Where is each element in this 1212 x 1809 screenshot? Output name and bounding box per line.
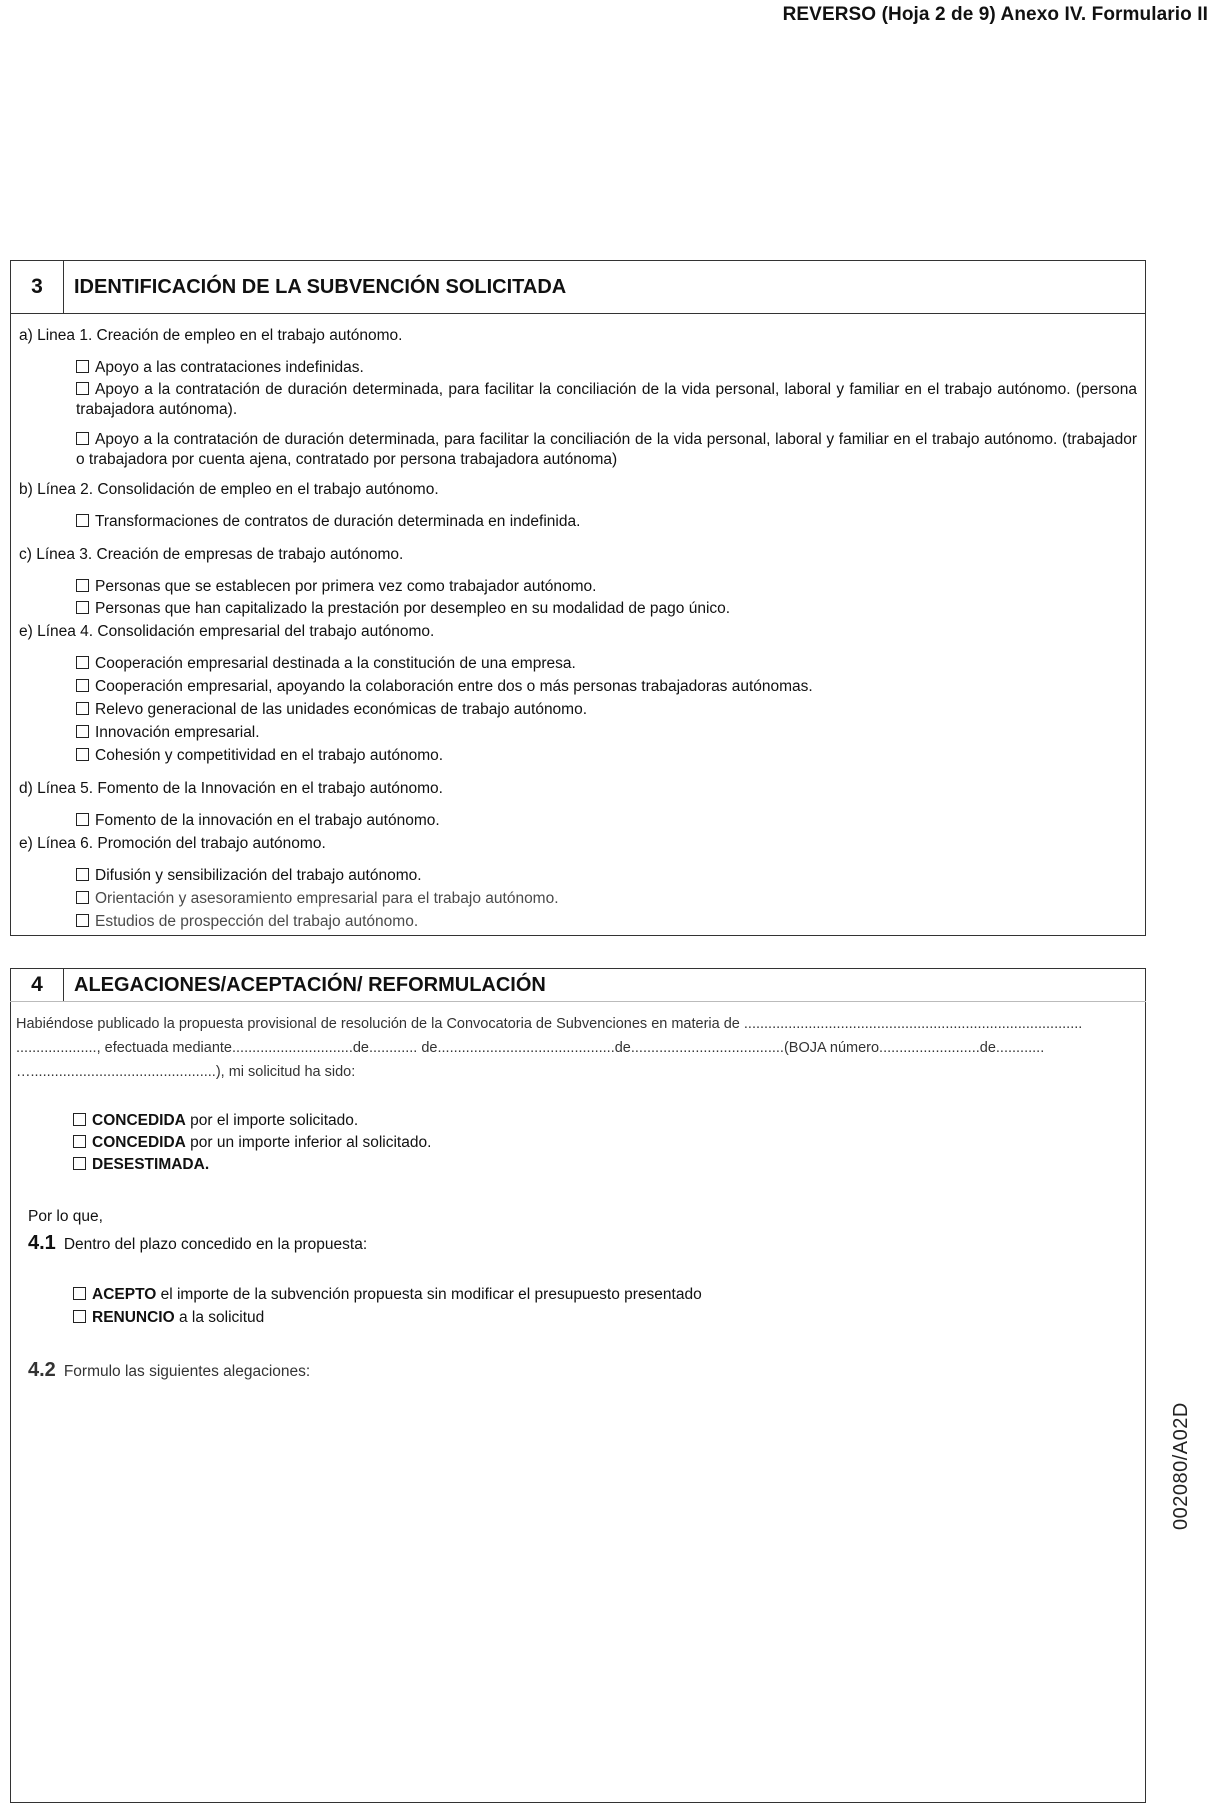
linea-2-label: b) Línea 2. Consolidación de empleo en el trabajo autónomo. bbox=[19, 481, 439, 498]
linea-4-option-3[interactable]: Relevo generacional de las unidades económicas de trabajo autónomo. bbox=[76, 700, 1137, 720]
linea-4-option-2[interactable]: Cooperación empresarial, apoyando la colaboración entre dos o más personas trabajadoras autónomas. bbox=[76, 677, 1137, 697]
subsection-4-1 bbox=[28, 1232, 1140, 1255]
checkbox[interactable] bbox=[76, 702, 89, 715]
checkbox[interactable] bbox=[76, 382, 89, 395]
section-4-number: 4 bbox=[11, 969, 64, 1001]
subsection-4-2-label: Formulo las siguientes alegaciones: bbox=[63, 1363, 311, 1380]
section-3 bbox=[10, 260, 1146, 936]
linea-6-option-2[interactable]: Orientación y asesoramiento empresarial para el trabajo autónomo. bbox=[76, 889, 1137, 909]
linea-6-option-1[interactable]: Difusión y sensibilización del trabajo autónomo. bbox=[76, 866, 1137, 886]
intro-line-2: ...................., efectuada mediante..............................de............ de............................................de......................................(BOJA número.........................de............ bbox=[16, 1040, 1045, 1056]
section-4-header bbox=[11, 969, 1145, 1001]
option-acepto[interactable]: ACEPTO el importe de la subvención propuesta sin modificar el presupuesto presentado bbox=[73, 1283, 1140, 1306]
intro-line-1: Habiéndose publicado la propuesta provisional de resolución de la Convocatoria de Subvenciones en materia de .................................................................................... bbox=[16, 1016, 1083, 1032]
linea-2-option-1[interactable]: Transformaciones de contratos de duración determinada en indefinida. bbox=[76, 512, 1137, 532]
linea-3-option-2[interactable]: Personas que han capitalizado la prestación por desempleo en su modalidad de pago único. bbox=[76, 599, 1137, 619]
intro-paragraph bbox=[16, 1012, 1140, 1084]
option-renuncio[interactable]: RENUNCIO a la solicitud bbox=[73, 1306, 1140, 1329]
page-header-title: REVERSO (Hoja 2 de 9) Anexo IV. Formulario II bbox=[782, 4, 1208, 25]
checkbox[interactable] bbox=[73, 1157, 86, 1170]
checkbox[interactable] bbox=[73, 1310, 86, 1323]
section-4 bbox=[10, 968, 1146, 1803]
acceptance-options bbox=[73, 1283, 1140, 1329]
section-4-title: ALEGACIONES/ACEPTACIÓN/ REFORMULACIÓN bbox=[74, 973, 546, 996]
section-3-number: 3 bbox=[11, 261, 64, 313]
linea-1-option-1[interactable]: Apoyo a las contrataciones indefinidas. bbox=[76, 358, 1137, 378]
checkbox[interactable] bbox=[76, 748, 89, 761]
intro-line-3: …..............................................), mi solicitud ha sido: bbox=[16, 1064, 356, 1080]
linea-1-option-2[interactable]: Apoyo a la contratación de duración determinada, para facilitar la conciliación de la vida personal, laboral y familiar en el trabajo autónomo. (persona trabajadora autónoma). bbox=[76, 381, 1137, 418]
checkbox[interactable] bbox=[76, 432, 89, 445]
checkbox[interactable] bbox=[76, 360, 89, 373]
section-4-body bbox=[10, 1001, 1146, 1392]
por-lo-que: Por lo que, bbox=[28, 1208, 103, 1225]
checkbox[interactable] bbox=[73, 1113, 86, 1126]
checkbox[interactable] bbox=[76, 868, 89, 881]
checkbox[interactable] bbox=[76, 514, 89, 527]
checkbox[interactable] bbox=[76, 579, 89, 592]
linea-3-option-1[interactable]: Personas que se establecen por primera vez como trabajador autónomo. bbox=[76, 577, 1137, 597]
checkbox[interactable] bbox=[76, 656, 89, 669]
subsection-4-1-label: Dentro del plazo concedido en la propuesta: bbox=[63, 1236, 368, 1253]
subsection-4-2-number: 4.2 bbox=[28, 1359, 56, 1381]
status-options bbox=[73, 1110, 1140, 1176]
status-option-concedida-parcial[interactable]: CONCEDIDA por un importe inferior al solicitado. bbox=[73, 1132, 1140, 1154]
linea-4-label: e) Línea 4. Consolidación empresarial del trabajo autónomo. bbox=[19, 623, 435, 640]
checkbox[interactable] bbox=[73, 1135, 86, 1148]
subsection-4-2 bbox=[28, 1359, 1140, 1382]
linea-1-option-3[interactable]: Apoyo a la contratación de duración determinada, para facilitar la conciliación de la vida personal, laboral y familiar en el trabajo autónomo. (trabajador o trabajadora por cuenta ajena, contratado por persona trabajadora autónoma) bbox=[76, 431, 1137, 468]
checkbox[interactable] bbox=[76, 725, 89, 738]
checkbox[interactable] bbox=[73, 1287, 86, 1300]
linea-5-label: d) Línea 5. Fomento de la Innovación en el trabajo autónomo. bbox=[19, 780, 443, 797]
side-form-code: 002080/A02D bbox=[1170, 1402, 1192, 1530]
status-option-concedida-total[interactable]: CONCEDIDA por el importe solicitado. bbox=[73, 1110, 1140, 1132]
section-3-header bbox=[11, 261, 1145, 314]
section-3-body bbox=[11, 314, 1145, 932]
checkbox[interactable] bbox=[76, 679, 89, 692]
linea-1-label: a) Linea 1. Creación de empleo en el trabajo autónomo. bbox=[19, 327, 403, 344]
checkbox[interactable] bbox=[76, 891, 89, 904]
linea-4-option-5[interactable]: Cohesión y competitividad en el trabajo autónomo. bbox=[76, 746, 1137, 766]
section-3-title: IDENTIFICACIÓN DE LA SUBVENCIÓN SOLICITADA bbox=[74, 275, 567, 298]
status-option-desestimada[interactable]: DESESTIMADA. bbox=[73, 1154, 1140, 1176]
linea-6-option-3[interactable]: Estudios de prospección del trabajo autónomo. bbox=[76, 912, 1137, 932]
linea-3-label: c) Línea 3. Creación de empresas de trabajo autónomo. bbox=[19, 546, 404, 563]
linea-4-option-4[interactable]: Innovación empresarial. bbox=[76, 723, 1137, 743]
linea-4-option-1[interactable]: Cooperación empresarial destinada a la constitución de una empresa. bbox=[76, 654, 1137, 674]
linea-5-option-1[interactable]: Fomento de la innovación en el trabajo autónomo. bbox=[76, 811, 1137, 831]
subsection-4-1-number: 4.1 bbox=[28, 1232, 56, 1254]
linea-6-label: e) Línea 6. Promoción del trabajo autónomo. bbox=[19, 835, 326, 852]
checkbox[interactable] bbox=[76, 813, 89, 826]
checkbox[interactable] bbox=[76, 914, 89, 927]
checkbox[interactable] bbox=[76, 601, 89, 614]
